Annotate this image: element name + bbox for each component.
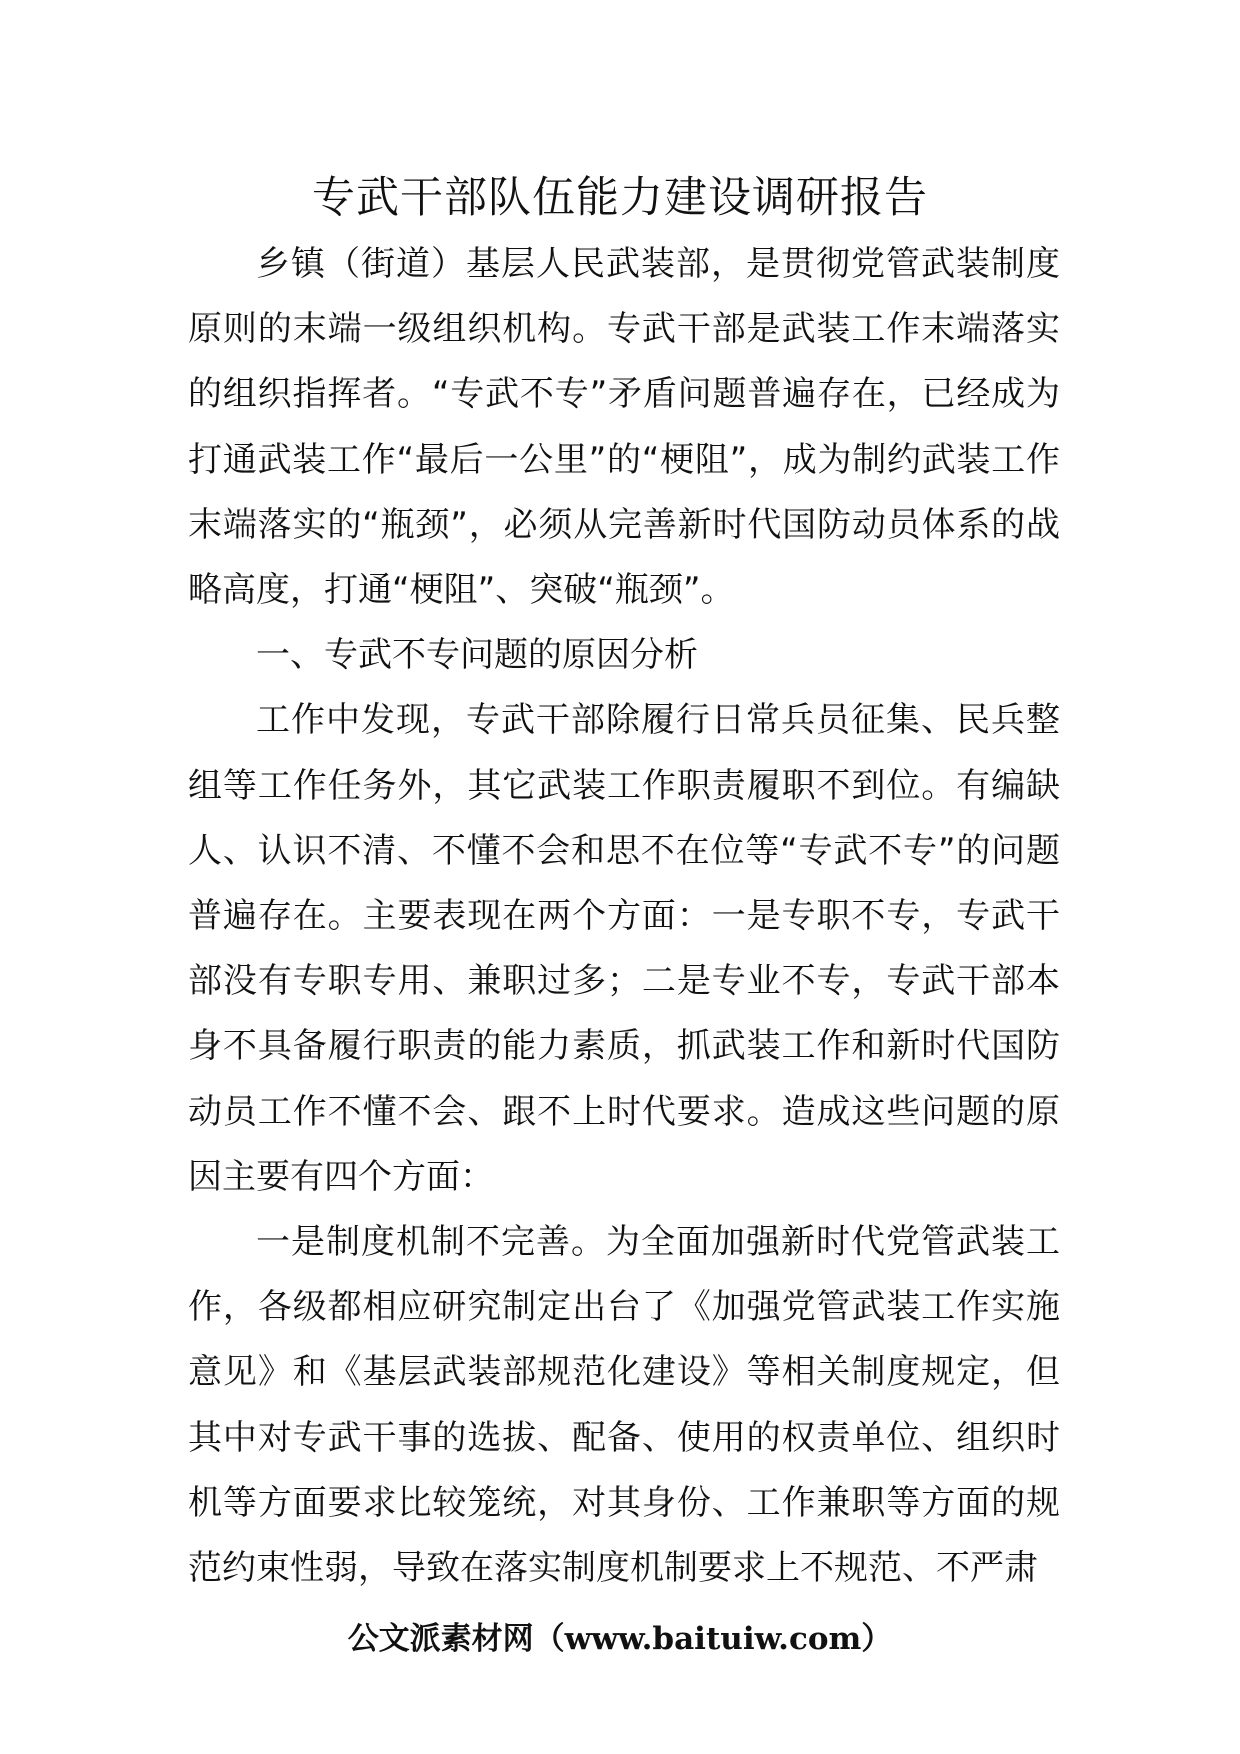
paragraph-intro: 乡镇（街道）基层人民武装部，是贯彻党管武装制度原则的末端一级组织机构。专武干部是武装工作末端落实的组织指挥者。“专武不专”矛盾问题普遍存在，已经成为打通武装工作“最后一公里”的“梗阻”，成为制约武装工作末端落实的“瓶颈”，必须从完善新时代国防动员体系的战略高度，打通“梗阻”、突破“瓶颈”。 [188,244,1060,611]
document-body [188,232,1060,1601]
paragraph-cause-one: 一是制度机制不完善。为全面加强新时代党管武装工作，各级都相应研究制定出台了《加强党管武装工作实施意见》和《基层武装部规范化建设》等相关制度规定，但其中对专武干事的选拔、配备、使用的权责单位、组织时机等方面要求比较笼统，对其身份、工作兼职等方面的规范约束性弱，导致在落实制度机制要求上不规范、不严肃 [188,1222,1060,1589]
section-heading: 一、专武不专问题的原因分析 [256,635,698,676]
paragraph-analysis: 工作中发现，专武干部除履行日常兵员征集、民兵整组等工作任务外，其它武装工作职责履职不到位。有编缺人、认识不清、不懂不会和思不在位等“专武不专”的问题普遍存在。主要表现在两个方面：一是专职不专，专武干部没有专职专用、兼职过多；二是专业不专，专武干部本身不具备履行职责的能力素质，抓武装工作和新时代国防动员工作不懂不会、跟不上时代要求。造成这些问题的原因主要有四个方面： [188,700,1060,1197]
document-title: 专武干部队伍能力建设调研报告 [312,173,928,223]
watermark-footer: 公文派素材网（www.baituiw.com） [347,1621,893,1657]
